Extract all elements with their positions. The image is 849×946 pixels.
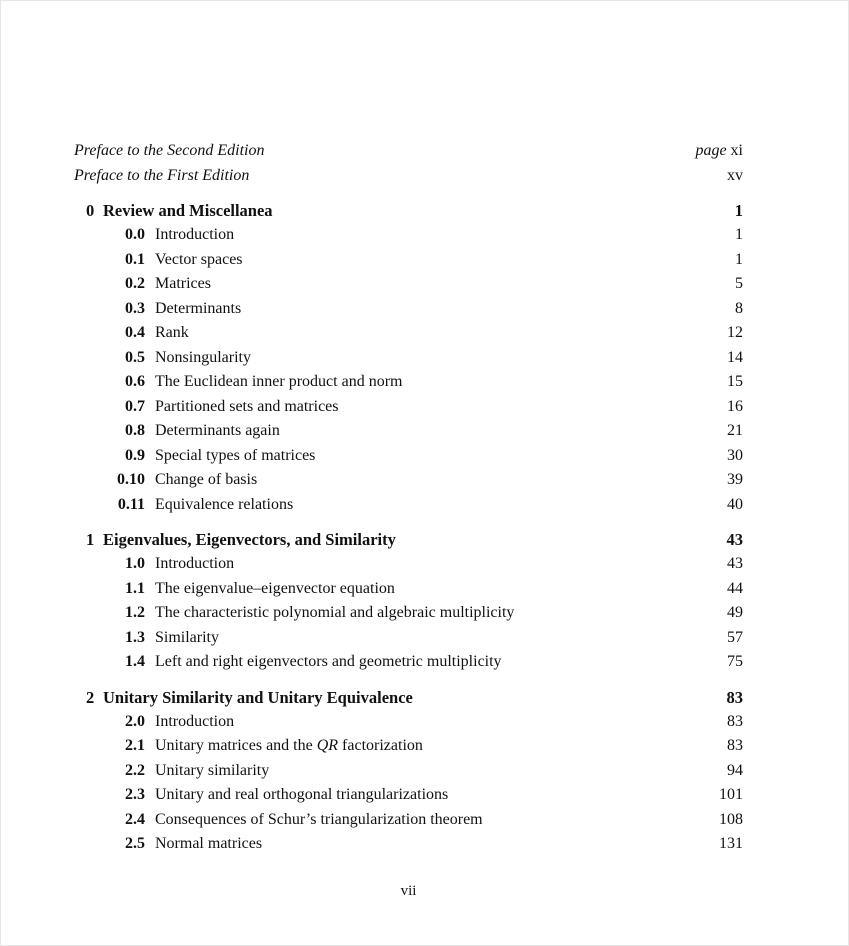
section-page: 75 (727, 653, 743, 670)
section-page: 1 (735, 226, 743, 243)
toc-entry (74, 650, 743, 675)
page-word: page (695, 142, 727, 159)
chapter-block (74, 527, 743, 675)
section-page: 39 (727, 471, 743, 488)
toc-entry (74, 346, 743, 371)
section-number: 0.4 (125, 324, 145, 341)
section-number: 0.9 (125, 446, 145, 464)
section-page: 40 (727, 495, 743, 513)
section-page: 16 (727, 397, 743, 415)
section-number: 0.1 (125, 250, 145, 268)
page-number: xi (730, 142, 743, 159)
section-page: 131 (719, 835, 743, 852)
section-number: 2.3 (125, 786, 145, 803)
section-number: 1.4 (125, 653, 145, 670)
toc-entry (74, 395, 743, 420)
section-number: 0.0 (125, 226, 145, 243)
toc-entry (74, 272, 743, 297)
section-page: 1 (735, 250, 743, 268)
toc-entry (74, 832, 743, 857)
chapter-page: 43 (726, 530, 743, 549)
chapter-heading (74, 685, 743, 710)
section-title: Matrices (155, 275, 211, 292)
preface-title: Preface to the First Edition (74, 167, 250, 184)
toc-content (74, 138, 743, 901)
section-number: 1.0 (125, 555, 145, 572)
section-number: 1.3 (125, 628, 145, 646)
section-number: 2.5 (125, 835, 145, 852)
section-title: Determinants again (155, 422, 280, 439)
section-number: 2.2 (125, 761, 145, 779)
section-title: The Euclidean inner product and norm (155, 373, 403, 390)
toc-entry (74, 468, 743, 493)
preface-entry (74, 138, 743, 163)
toc-entry (74, 601, 743, 626)
section-title: Unitary similarity (155, 761, 270, 779)
section-page: 5 (735, 275, 743, 292)
toc-entry (74, 552, 743, 577)
toc-entry (74, 223, 743, 248)
section-title: Introduction (155, 712, 235, 730)
section-number: 0.3 (125, 299, 145, 317)
section-title: Vector spaces (155, 250, 243, 268)
page-number: xv (727, 167, 743, 184)
toc-entry (74, 321, 743, 346)
section-title (155, 734, 423, 759)
section-page: 57 (727, 628, 743, 646)
plain-text: Unitary matrices and the (155, 737, 317, 754)
chapter-page: 83 (726, 687, 743, 707)
plain-text: factorization (338, 737, 423, 754)
section-number: 0.5 (125, 348, 145, 366)
section-title: Rank (155, 324, 189, 341)
toc-entry (74, 493, 743, 518)
section-page: 108 (719, 810, 743, 828)
toc-entry (74, 419, 743, 444)
chapter-heading (74, 527, 743, 552)
section-page: 8 (735, 299, 743, 317)
section-page: 30 (727, 446, 743, 464)
chapter-page: 1 (734, 201, 743, 220)
preface-title: Preface to the Second Edition (74, 142, 265, 159)
section-number: 0.8 (125, 422, 145, 439)
section-number: 0.7 (125, 397, 145, 415)
toc-entry (74, 444, 743, 469)
section-number: 0.11 (117, 495, 145, 513)
section-title: Introduction (155, 226, 235, 243)
page-footer (74, 881, 743, 901)
chapter-number: 0 (86, 201, 95, 220)
toc-entry (74, 734, 743, 759)
section-page: 15 (727, 373, 743, 390)
toc-entry (74, 759, 743, 784)
section-title: Nonsingularity (155, 348, 251, 366)
section-number: 0.2 (125, 275, 145, 292)
section-title: Consequences of Schur’s triangularization theorem (155, 810, 483, 828)
section-title: Normal matrices (155, 835, 263, 852)
italic-text: QR (316, 737, 339, 754)
section-page: 49 (727, 604, 743, 621)
toc-entry (74, 783, 743, 808)
preface-entry (74, 163, 743, 188)
chapter-number: 2 (86, 687, 95, 707)
section-title: Similarity (155, 628, 219, 646)
chapter-block (74, 685, 743, 857)
chapter-number: 1 (86, 530, 95, 549)
section-page: 44 (727, 579, 743, 597)
section-page: 12 (727, 324, 743, 341)
toc-entry (74, 710, 743, 735)
section-title: The characteristic polynomial and algebraic multiplicity (155, 604, 515, 621)
section-number: 0.10 (117, 471, 145, 488)
chapter-title: Eigenvalues, Eigenvectors, and Similarity (103, 530, 396, 549)
chapter-list (74, 198, 743, 857)
chapter-title: Review and Miscellanea (103, 201, 273, 220)
chapter-block (74, 198, 743, 517)
preface-page (727, 163, 743, 188)
toc-entry (74, 626, 743, 651)
chapter-title: Unitary Similarity and Unitary Equivalence (103, 687, 413, 707)
section-title: Special types of matrices (155, 446, 316, 464)
section-number: 2.1 (125, 737, 145, 754)
section-title: Determinants (155, 299, 242, 317)
section-title: Unitary and real orthogonal triangularizations (155, 786, 449, 803)
section-page: 101 (719, 786, 743, 803)
section-title: The eigenvalue–eigenvector equation (155, 579, 395, 597)
section-title: Partitioned sets and matrices (155, 397, 339, 415)
front-matter-list (74, 138, 743, 188)
section-number: 0.6 (125, 373, 145, 390)
section-number: 1.2 (125, 604, 145, 621)
toc-entry (74, 297, 743, 322)
section-title: Change of basis (155, 471, 258, 488)
toc-entry (74, 370, 743, 395)
chapter-heading (74, 198, 743, 223)
section-number: 2.0 (125, 712, 145, 730)
section-page: 94 (727, 761, 743, 779)
preface-page (695, 138, 743, 163)
section-number: 1.1 (125, 579, 145, 597)
section-page: 43 (727, 555, 743, 572)
section-page: 83 (727, 712, 743, 730)
section-page: 83 (727, 737, 743, 754)
section-page: 14 (727, 348, 743, 366)
section-title: Equivalence relations (155, 495, 294, 513)
section-page: 21 (727, 422, 743, 439)
section-number: 2.4 (125, 810, 145, 828)
section-title: Left and right eigenvectors and geometric multiplicity (155, 653, 502, 670)
toc-entry (74, 248, 743, 273)
section-title: Introduction (155, 555, 235, 572)
toc-entry (74, 808, 743, 833)
folio-page-number: vii (400, 882, 417, 899)
toc-entry (74, 577, 743, 602)
